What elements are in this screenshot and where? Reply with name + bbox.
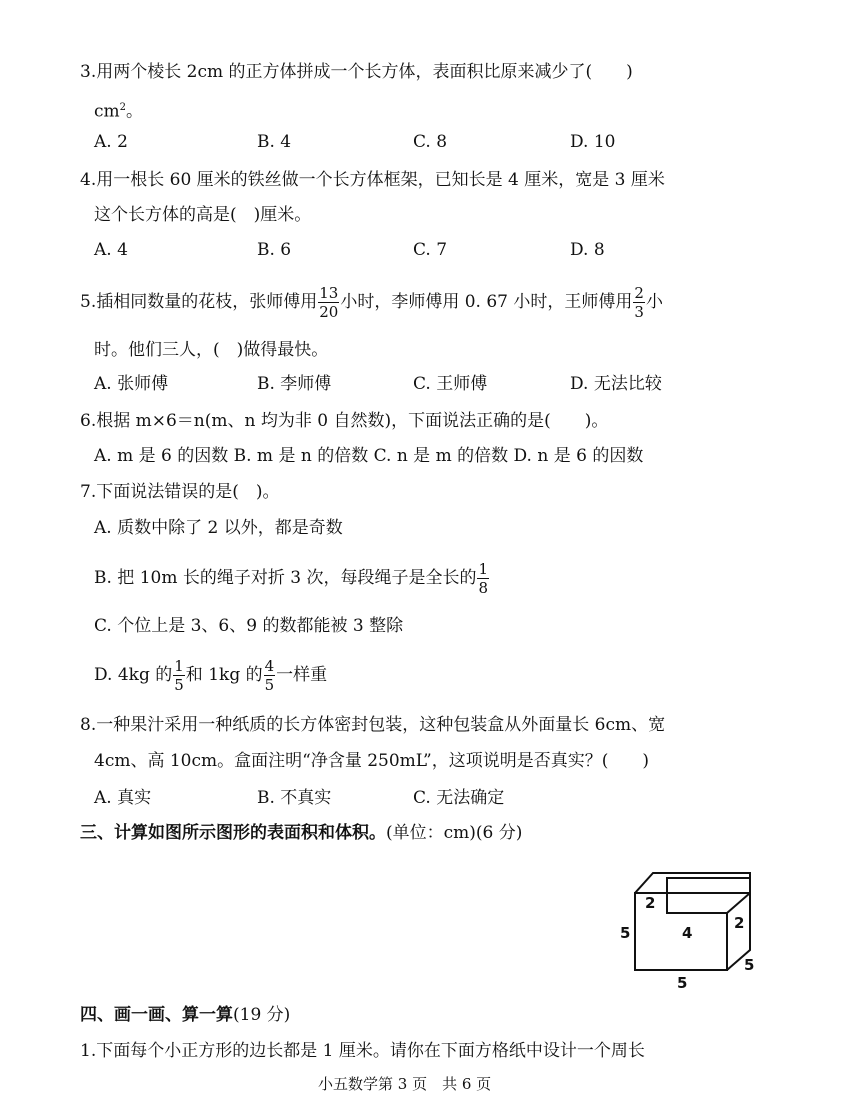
- q8-option-c: C. 无法确定: [413, 788, 505, 808]
- q7-stem: 7.下面说法错误的是( )。: [80, 482, 280, 502]
- l-shaped-solid-figure: [610, 858, 770, 998]
- q5-fraction-2: [633, 284, 645, 321]
- q3-option-d: D. 10: [570, 132, 616, 152]
- section-4-title: 四、画一画、算一算: [80, 1005, 233, 1025]
- q4-option-d: D. 8: [570, 240, 605, 260]
- q7-option-b: [94, 558, 490, 598]
- q3-unit: [94, 96, 143, 124]
- q8-stem-line1: 8.一种果汁采用一种纸质的长方体密封包装，这种包装盒从外面量长 6cm、宽: [80, 715, 666, 735]
- q7-optd-num1: 1: [174, 657, 184, 675]
- q4-stem-line2: 这个长方体的高是( )厘米。: [94, 205, 312, 225]
- q3-option-b: B. 4: [257, 132, 292, 152]
- q7-optb-den: 8: [478, 579, 489, 597]
- q7-optd-seg2: 和 1kg 的: [185, 665, 263, 685]
- section-4-q1: 1.下面每个小正方形的边长都是 1 厘米。请你在下面方格纸中设计一个周长: [80, 1041, 645, 1061]
- section-4-score: (19 分): [233, 1005, 291, 1025]
- q5-frac2-den: 3: [634, 303, 644, 321]
- page-footer: 小五数学第 3 页 共 6 页: [318, 1075, 492, 1093]
- q7-optd-den1: 5: [174, 676, 184, 694]
- q5-option-b: B. 李师傅: [257, 374, 332, 394]
- figure-label-right-height: 2: [734, 914, 745, 932]
- q7-optd-fraction-1: [173, 657, 185, 694]
- section-4-heading: [80, 1003, 290, 1027]
- q3-stem-line1: 3.用两个棱长 2cm 的正方体拼成一个长方体，表面积比原来减少了( ): [80, 62, 633, 82]
- q5-frac1-den: 20: [319, 303, 339, 321]
- q7-optd-seg1: D. 4kg 的: [94, 665, 173, 685]
- figure-label-bottom-length: 5: [677, 974, 688, 992]
- figure-label-inner-length: 4: [682, 924, 693, 942]
- q7-optd-seg3: 一样重: [276, 665, 328, 685]
- section-3-title: 三、计算如图所示图形的表面积和体积。: [80, 823, 386, 843]
- q5-seg2: 小时，李师傅用 0. 67 小时，王师傅用: [340, 292, 633, 312]
- figure-label-inner-height: 2: [645, 894, 656, 912]
- q7-optd-den2: 5: [264, 676, 275, 694]
- q7-option-c: C. 个位上是 3、6、9 的数都能被 3 整除: [94, 616, 404, 636]
- q7-option-b-text: B. 把 10m 长的绳子对折 3 次，每段绳子是全长的: [94, 568, 477, 588]
- figure-step-diagonal: [727, 893, 750, 913]
- q7-option-d: [94, 655, 327, 695]
- q8-option-a: A. 真实: [94, 788, 152, 808]
- q3-option-c: C. 8: [413, 132, 448, 152]
- q3-unit-end: 。: [126, 101, 144, 122]
- q5-stem-line2: 时。他们三人，( )做得最快。: [94, 340, 329, 360]
- q5-fraction-1: [318, 284, 339, 321]
- q6-stem: 6.根据 m×6＝n(m、n 均为非 0 自然数)，下面说法正确的是( )。: [80, 411, 609, 431]
- q5-frac1-num: 13: [319, 284, 339, 302]
- q7-optd-fraction-2: [264, 657, 276, 694]
- section-3-heading: [80, 821, 522, 845]
- q3-unit-base: cm: [94, 101, 120, 122]
- q6-options: A. m 是 6 的因数 B. m 是 n 的倍数 C. n 是 m 的倍数 D. n 是 6 的因数: [94, 446, 644, 466]
- figure-inner-step: [667, 878, 750, 893]
- q5-option-a: A. 张师傅: [94, 374, 169, 394]
- q5-seg3: 小: [645, 292, 663, 312]
- q7-optd-num2: 4: [264, 657, 275, 675]
- q4-option-a: A. 4: [94, 240, 128, 260]
- figure-label-left-height: 5: [620, 924, 631, 942]
- q4-option-c: C. 7: [413, 240, 448, 260]
- q4-stem-line1: 4.用一根长 60 厘米的铁丝做一个长方体框架，已知长是 4 厘米，宽是 3 厘米: [80, 170, 665, 190]
- q8-stem-line2: 4cm、高 10cm。盒面注明“净含量 250mL”，这项说明是否真实？( ): [94, 751, 649, 771]
- q7-optb-num: 1: [478, 560, 489, 578]
- q7-option-b-fraction: [477, 560, 489, 597]
- q5-frac2-num: 2: [634, 284, 644, 302]
- q3-unit-exponent: 2: [119, 102, 127, 113]
- q5-option-d: D. 无法比较: [570, 374, 662, 394]
- figure-label-depth: 5: [744, 956, 755, 974]
- q5-stem-line1: [80, 282, 663, 322]
- q3-option-a: A. 2: [94, 132, 128, 152]
- q4-option-b: B. 6: [257, 240, 292, 260]
- q5-option-c: C. 王师傅: [413, 374, 488, 394]
- section-3-note: (单位：cm)(6 分): [386, 823, 523, 843]
- q8-option-b: B. 不真实: [257, 788, 332, 808]
- q7-option-a: A. 质数中除了 2 以外，都是奇数: [94, 518, 343, 538]
- q5-seg1: 5.插相同数量的花枝，张师傅用: [80, 292, 318, 312]
